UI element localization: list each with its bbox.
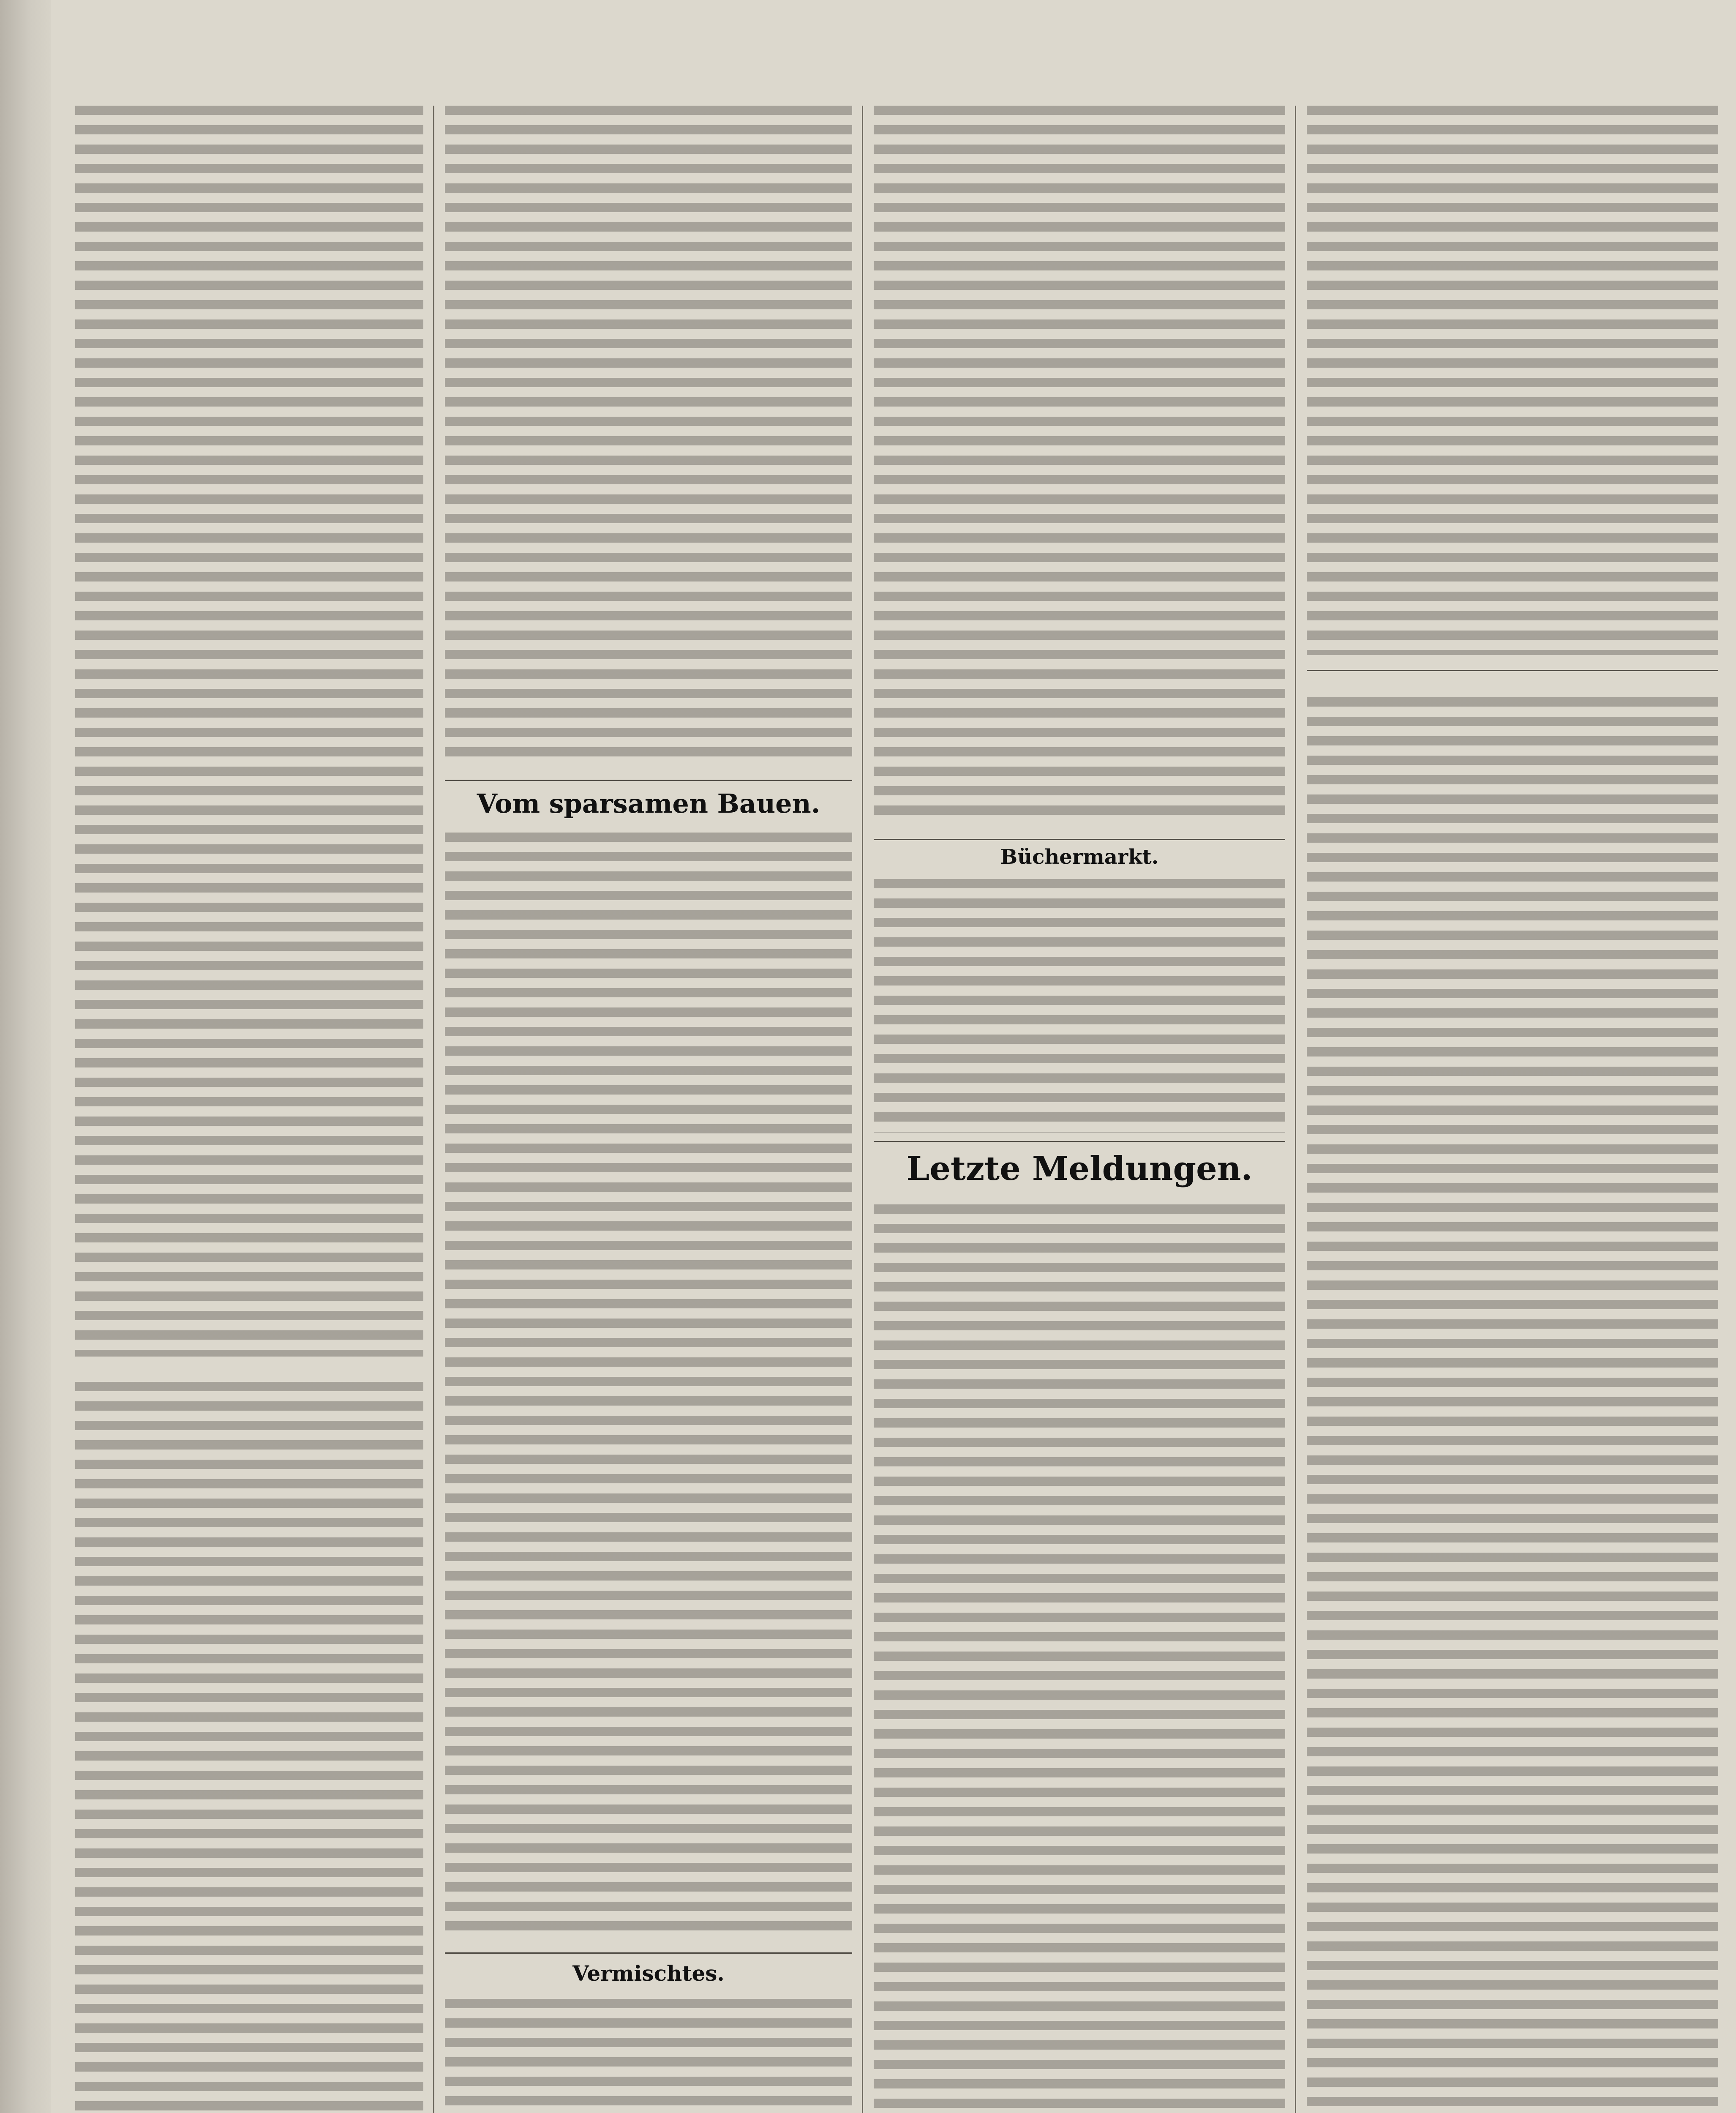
column-3-rule-2 [874,1141,1285,1142]
column-1 [68,106,431,2113]
column-2-text-top [445,106,852,765]
column-1-text-bottom [75,1382,423,2113]
newspaper-page [51,0,1736,2113]
column-4-text-top [1307,106,1718,655]
column-3 [866,106,1293,2113]
column-4 [1299,106,1726,2113]
column-4-text-reply [1307,697,1718,2113]
column-3-text-books [874,879,1285,1133]
column-3-rule-1 [874,839,1285,840]
letzte-meldungen-headline: Letzte Meldungen. [906,1149,1253,1188]
vermischtes-headline: Vermischtes. [572,1961,725,1986]
bauen-headline: Vom sparsamen Bauen. [477,788,820,819]
column-2-rule-2 [445,1952,852,1954]
scan-edge [0,0,51,2113]
column-rule-3 [1295,106,1296,2113]
column-2-text-bottom [445,1999,852,2113]
column-rule-2 [862,106,863,2113]
column-rule-1 [433,106,434,2113]
column-4-rule-1 [1307,670,1718,671]
column-2-rule-1 [445,780,852,781]
column-3-text-top [874,106,1285,824]
column-3-text-news [874,1204,1285,2113]
column-2 [437,106,860,2113]
buechermarkt-headline: Büchermarkt. [1000,845,1159,869]
column-2-text-middle [445,833,852,1940]
column-1-text-top [75,106,423,1357]
